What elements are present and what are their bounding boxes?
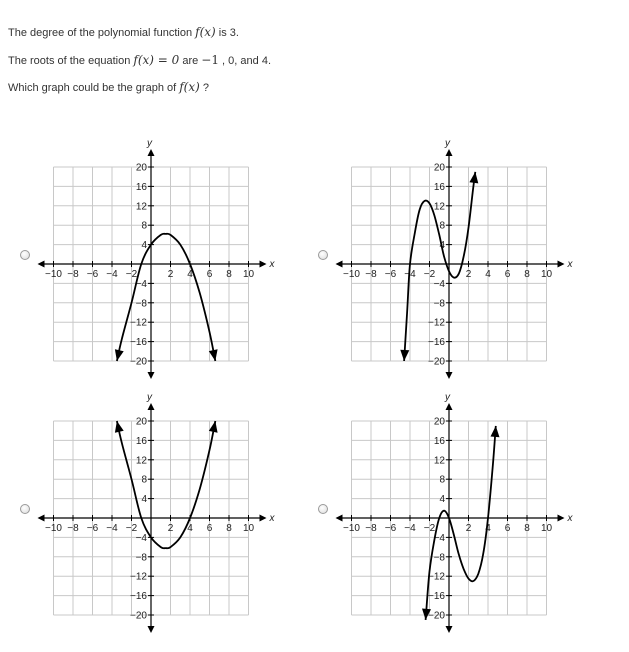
y-tick-label: −20 (428, 610, 445, 622)
x-axis-label: x (567, 259, 573, 270)
function-notation: f(x) (179, 80, 200, 94)
y-axis-arrow-icon (446, 626, 453, 633)
y-tick-label: 4 (439, 240, 445, 252)
y-tick-label: −4 (135, 278, 147, 290)
y-tick-label: −8 (135, 298, 147, 310)
y-axis-label: y (147, 392, 152, 403)
x-tick-label: 10 (540, 269, 553, 280)
y-tick-label: 4 (141, 494, 147, 506)
y-tick-label: −16 (130, 337, 147, 349)
x-tick-label: −4 (404, 523, 416, 534)
y-tick-label: 12 (433, 201, 445, 213)
x-tick-label: −2 (423, 523, 436, 534)
x-tick-label: −4 (404, 269, 416, 280)
root-value: 4 (261, 55, 268, 67)
curve-arrow-icon (491, 426, 500, 437)
x-tick-label: 2 (167, 269, 174, 280)
y-tick-label: −12 (428, 317, 445, 329)
y-tick-label: 12 (433, 455, 445, 467)
y-tick-label: −8 (433, 552, 445, 564)
x-tick-label: 10 (242, 523, 255, 534)
x-tick-label: −10 (343, 523, 360, 534)
x-tick-label: −2 (423, 269, 436, 280)
x-tick-label: −8 (365, 523, 377, 534)
x-axis-label: x (269, 259, 275, 270)
y-tick-label: 16 (433, 181, 445, 193)
y-tick-label: 16 (433, 435, 445, 447)
x-tick-label: 10 (540, 523, 553, 534)
y-tick-label: 8 (439, 220, 445, 232)
question-text: . (267, 55, 271, 67)
y-tick-label: −20 (428, 356, 445, 368)
y-tick-label: 8 (141, 474, 147, 486)
x-axis-arrow-icon (558, 515, 565, 522)
y-tick-label: 4 (439, 494, 445, 506)
x-tick-label: 8 (524, 523, 530, 534)
question-text: is 3. (215, 27, 239, 39)
y-tick-label: −4 (135, 532, 147, 544)
y-tick-label: −20 (130, 610, 147, 622)
x-tick-label: 8 (524, 269, 530, 280)
x-tick-label: −8 (67, 523, 79, 534)
x-tick-label: −10 (45, 269, 62, 280)
x-tick-label: 6 (504, 269, 511, 280)
y-tick-label: 8 (439, 474, 445, 486)
x-tick-label: 2 (465, 269, 472, 280)
x-axis-arrow-icon (336, 515, 343, 522)
y-tick-label: −20 (130, 356, 147, 368)
x-tick-label: −2 (125, 523, 138, 534)
y-tick-label: −4 (433, 278, 445, 290)
x-tick-label: 2 (167, 523, 174, 534)
root-value: −1 (201, 53, 219, 67)
y-tick-label: −12 (428, 571, 445, 583)
y-tick-label: −8 (135, 552, 147, 564)
question-text: are (179, 55, 202, 67)
y-tick-label: 20 (433, 162, 445, 174)
question-text: ? (199, 82, 209, 94)
x-tick-label: −6 (86, 523, 99, 534)
y-tick-label: 16 (135, 181, 147, 193)
x-tick-label: 6 (504, 523, 511, 534)
y-axis-label: y (445, 138, 450, 149)
x-tick-label: 6 (206, 269, 213, 280)
y-tick-label: 4 (141, 240, 147, 252)
y-tick-label: −12 (130, 317, 147, 329)
y-tick-label: 20 (135, 162, 147, 174)
y-tick-label: 12 (135, 201, 147, 213)
y-tick-label: −16 (130, 591, 147, 603)
x-tick-label: 4 (187, 523, 193, 534)
x-tick-label: 8 (226, 269, 232, 280)
y-tick-label: 12 (135, 455, 147, 467)
x-tick-label: 10 (242, 269, 255, 280)
y-tick-label: −12 (130, 571, 147, 583)
x-tick-label: −8 (365, 269, 377, 280)
y-tick-label: −16 (428, 337, 445, 349)
x-tick-label: −8 (67, 269, 79, 280)
x-tick-label: 8 (226, 523, 232, 534)
x-tick-label: 4 (485, 523, 491, 534)
x-tick-label: −10 (45, 523, 62, 534)
x-tick-label: −6 (384, 269, 397, 280)
y-tick-label: 20 (135, 416, 147, 428)
x-tick-label: −6 (86, 269, 99, 280)
x-tick-label: 6 (206, 523, 213, 534)
x-tick-label: −6 (384, 523, 397, 534)
y-tick-label: 20 (433, 416, 445, 428)
y-tick-label: −16 (428, 591, 445, 603)
x-tick-label: −10 (343, 269, 360, 280)
x-tick-label: −2 (125, 269, 138, 280)
question-text: , and (234, 55, 262, 67)
equation-notation: f(x) = 0 (133, 53, 180, 67)
x-tick-label: 2 (465, 523, 472, 534)
x-axis-label: x (567, 513, 573, 524)
x-tick-label: −4 (106, 523, 118, 534)
y-axis-arrow-icon (446, 403, 453, 410)
y-tick-label: 16 (135, 435, 147, 447)
y-axis-label: y (445, 392, 450, 403)
y-tick-label: −8 (433, 298, 445, 310)
question-text: , (218, 55, 229, 67)
x-axis-label: x (269, 513, 275, 524)
question-text: The degree of the polynomial function (8, 27, 196, 39)
x-tick-label: −4 (106, 269, 118, 280)
question-text: The roots of the equation (8, 55, 134, 67)
root-value: 0 (228, 55, 235, 67)
y-tick-label: 8 (141, 220, 147, 232)
function-notation: f(x) (195, 25, 216, 39)
x-tick-label: 4 (485, 269, 491, 280)
x-tick-label: 4 (187, 269, 193, 280)
y-axis-label: y (147, 138, 152, 149)
y-tick-label: −4 (433, 532, 445, 544)
question-text: Which graph could be the graph of (8, 82, 180, 94)
